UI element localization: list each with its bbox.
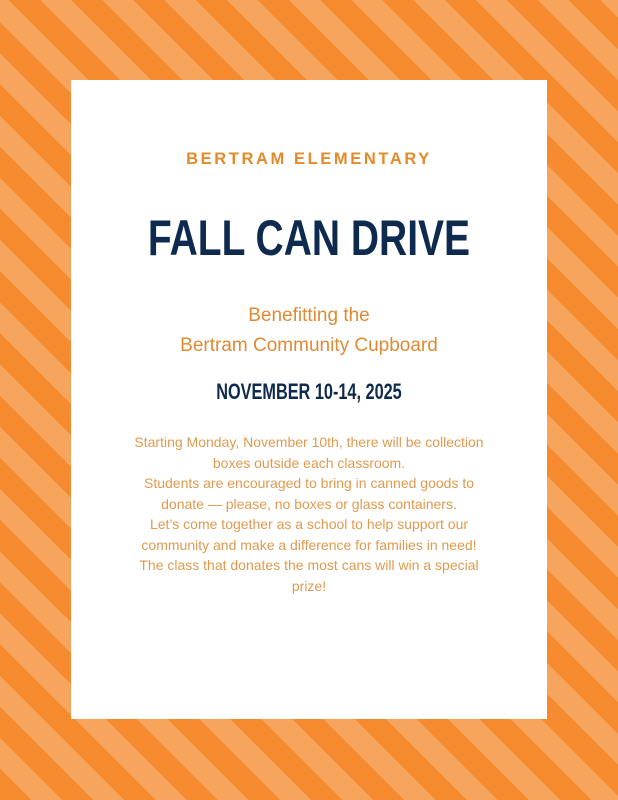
benefit-line-1: Benefitting the [248, 305, 370, 326]
benefit-text [71, 301, 547, 361]
body-paragraph: The class that donates the most cans will win a special prize! [139, 557, 479, 594]
flyer-title: FALL CAN DRIVE [147, 210, 471, 266]
body-paragraph: Let’s come together as a school to help support our community and make a difference for families in need! [141, 516, 477, 553]
flyer-body [131, 432, 487, 596]
benefit-line-2: Bertram Community Cupboard [180, 335, 438, 356]
body-paragraph: Students are encouraged to bring in canned goods to donate — please, no boxes or glass containers. [143, 475, 475, 512]
event-dates: NOVEMBER 10-14, 2025 [216, 379, 402, 404]
school-name: BERTRAM ELEMENTARY [186, 150, 432, 168]
body-paragraph: Starting Monday, November 10th, there will be collection boxes outside each classroom. [134, 434, 484, 471]
flyer-card [71, 80, 547, 719]
